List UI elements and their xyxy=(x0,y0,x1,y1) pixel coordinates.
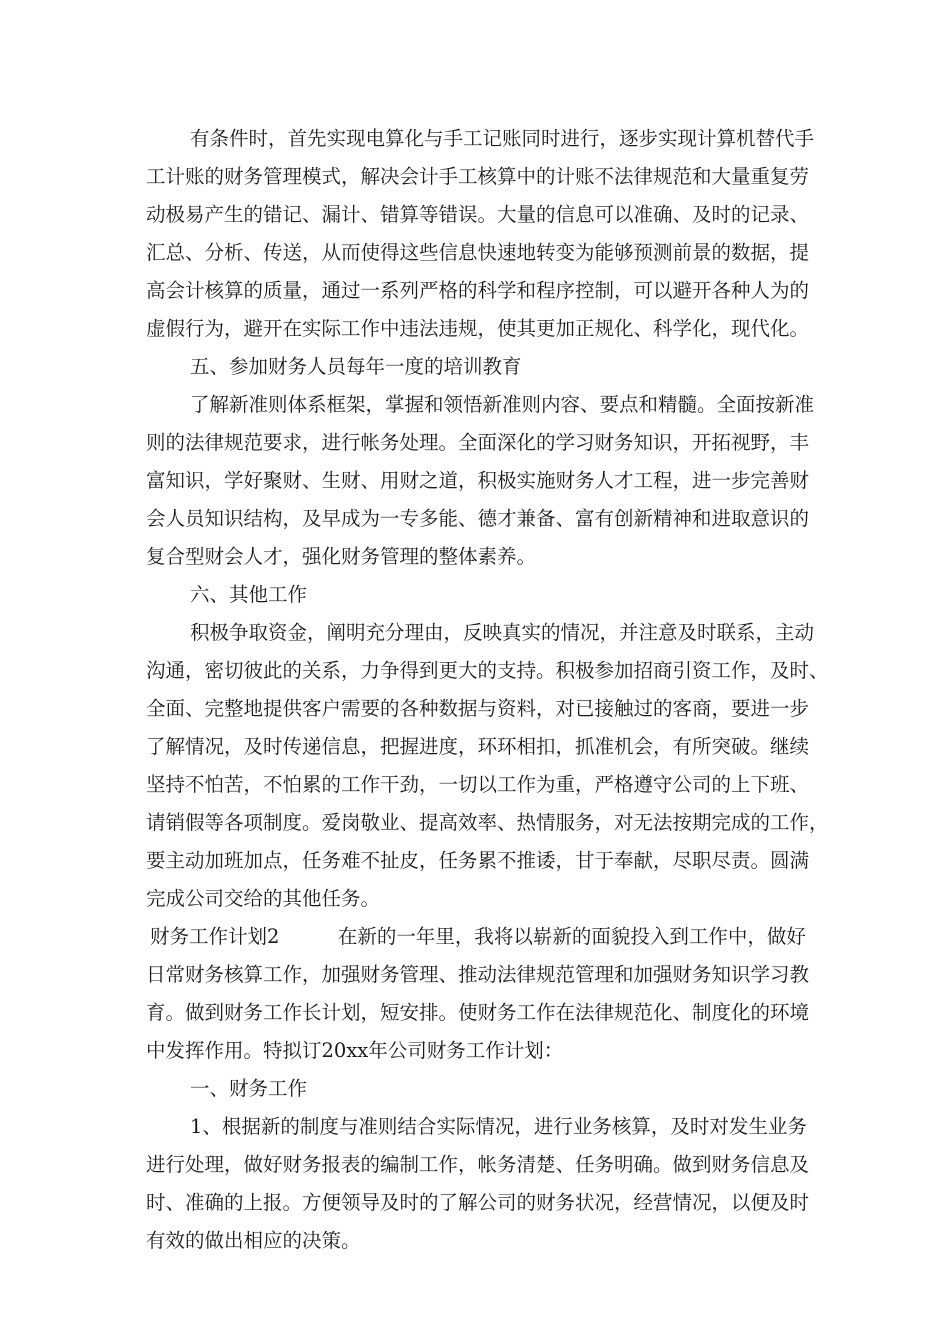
paragraph-line: 坚持不怕苦，不怕累的工作干劲，一切以工作为重，严格遵守公司的上下班、 xyxy=(146,773,810,796)
paragraph-line: 了解新准则体系框架，掌握和领悟新准则内容、要点和精髓。全面按新准 xyxy=(190,393,815,416)
paragraph-line: 全面、完整地提供客户需要的各种数据与资料，对已接触过的客商，要进一步 xyxy=(146,697,810,720)
paragraph-line: 复合型财会人才，强化财务管理的整体素养。 xyxy=(146,545,537,568)
paragraph-line: 中发挥作用。特拟订20xx年公司财务工作计划： xyxy=(146,1039,564,1062)
paragraph-line: 沟通，密切彼此的关系，力争得到更大的支持。积极参加招商引资工作，及时、 xyxy=(146,659,829,682)
paragraph-line: 有效的做出相应的决策。 xyxy=(146,1229,361,1252)
paragraph-line: 汇总、分析、传送，从而使得这些信息快速地转变为能够预测前景的数据，提 xyxy=(146,241,810,264)
section-heading: 六、其他工作 xyxy=(190,583,308,606)
paragraph-line: 富知识，学好聚财、生财、用财之道，积极实施财务人才工程，进一步完善财 xyxy=(146,469,810,492)
paragraph-line: 工计账的财务管理模式，解决会计手工核算中的计账不法律规范和大量重复劳 xyxy=(146,165,810,188)
paragraph-line: 有条件时，首先实现电算化与手工记账同时进行，逐步实现计算机替代手 xyxy=(190,127,815,150)
paragraph-line: 了解情况，及时传递信息，把握进度，环环相扣，抓准机会，有所突破。继续 xyxy=(146,735,810,758)
paragraph-line: 请销假等各项制度。爱岗敬业、提高效率、热情服务，对无法按期完成的工作， xyxy=(146,811,829,834)
paragraph-line: 进行处理，做好财务报表的编制工作，帐务清楚、任务明确。做到财务信息及 xyxy=(146,1153,810,1176)
paragraph-line: 完成公司交给的其他任务。 xyxy=(146,887,381,910)
paragraph-line: 会人员知识结构，及早成为一专多能、德才兼备、富有创新精神和进取意识的 xyxy=(146,507,810,530)
paragraph-line: 1、根据新的制度与准则结合实际情况，进行业务核算，及时对发生业务 xyxy=(190,1115,807,1138)
paragraph-line: 要主动加班加点，任务难不扯皮，任务累不推诿，甘于奉献，尽职尽责。圆满 xyxy=(146,849,810,872)
section-heading: 一、财务工作 xyxy=(190,1077,308,1100)
paragraph-line: 育。做到财务工作长计划，短安排。使财务工作在法律规范化、制度化的环境 xyxy=(146,1001,810,1024)
plan-title-line: 财务工作计划2 在新的一年里，我将以崭新的面貌投入到工作中，做好 xyxy=(150,925,806,948)
section-heading: 五、参加财务人员每年一度的培训教育 xyxy=(190,355,522,378)
paragraph-line: 积极争取资金，阐明充分理由，反映真实的情况，并注意及时联系，主动 xyxy=(190,621,815,644)
paragraph-line: 则的法律规范要求，进行帐务处理。全面深化的学习财务知识，开拓视野，丰 xyxy=(146,431,810,454)
paragraph-line: 时、准确的上报。方便领导及时的了解公司的财务状况，经营情况，以便及时 xyxy=(146,1191,810,1214)
paragraph-line: 高会计核算的质量，通过一系列严格的科学和程序控制，可以避开各种人为的 xyxy=(146,279,810,302)
paragraph-line: 动极易产生的错记、漏计、错算等错误。大量的信息可以准确、及时的记录、 xyxy=(146,203,810,226)
paragraph-line: 虚假行为，避开在实际工作中违法违规，使其更加正规化、科学化，现代化。 xyxy=(146,317,810,340)
paragraph-line: 日常财务核算工作，加强财务管理、推动法律规范管理和加强财务知识学习教 xyxy=(146,963,810,986)
